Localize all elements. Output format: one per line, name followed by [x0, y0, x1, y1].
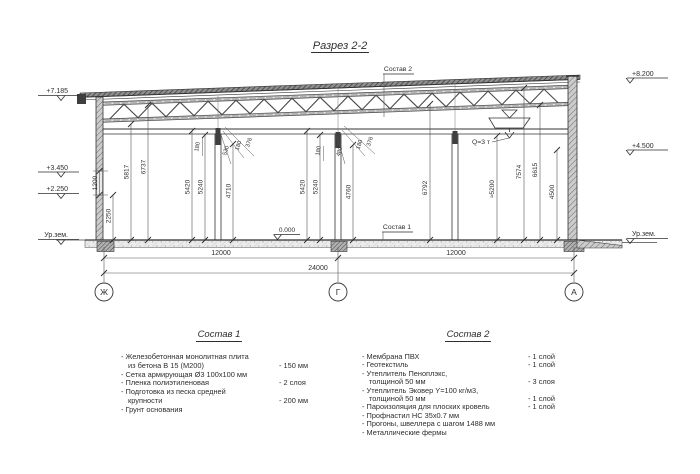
item-text: толщиной 50 мм [369, 393, 426, 403]
dim-span-right: 12000 [446, 250, 466, 257]
item-text: - Железобетонная монолитная плита [121, 352, 249, 361]
callout-180b-left: 180 [234, 140, 244, 152]
callout-sostav2-label: Состав 2 [383, 66, 413, 73]
spec1-title [121, 329, 317, 340]
axis-label-a: А [571, 287, 577, 297]
callout-sostav1 [382, 224, 413, 240]
elevation-7185: +7.185 [46, 88, 68, 95]
callout-180b-mid: 180 [355, 139, 365, 151]
hoist-capacity-label: Q=3 т [471, 139, 491, 146]
span-dimensions [101, 247, 577, 282]
dim-6737: 6737 [140, 159, 148, 175]
spec2-title [362, 329, 574, 340]
columns [215, 83, 458, 240]
dim-5240-mid: 5240 [312, 179, 320, 195]
callout-530: 530 [222, 145, 231, 157]
callout-180-left: 180 [194, 141, 202, 153]
dim-6615: 6615 [532, 162, 539, 178]
level-zero-label: 0.000 [278, 227, 296, 234]
ground-level-label-left: Ур.зем. [44, 232, 68, 239]
item-text: - Пленка полиэтиленовая [121, 378, 209, 388]
callout-sostav1-label: Состав 1 [382, 224, 412, 231]
item-value: - 2 слоя [279, 378, 306, 388]
item-text: - Пароизоляция для плоских кровель [362, 402, 490, 412]
callout-376-mid: 376 [366, 136, 375, 148]
dim-5240-left: 5240 [197, 179, 205, 195]
item-value: - 150 мм [279, 360, 309, 370]
elevation-marks-right [626, 71, 668, 244]
item-text: толщиной 50 мм [369, 377, 426, 387]
drawing-title [311, 40, 369, 53]
spec1-title-text: Состав 1 [197, 329, 241, 340]
footing-axis-g [331, 242, 347, 252]
callout-leaders [203, 126, 376, 164]
item-text: - Подготовка из песка средней [121, 387, 226, 397]
dim-span-left: 12000 [211, 250, 231, 257]
footing-axis-zh [97, 242, 114, 252]
item-text: - Утеплитель Пеноплэкс, [362, 368, 448, 378]
list-item [121, 406, 317, 415]
dim-total: 24000 [308, 265, 328, 272]
elevation-flag-7185 [57, 96, 65, 101]
elevation-flag-2250 [57, 194, 65, 199]
dim-4710: 4710 [225, 183, 233, 199]
dim-7574: 7574 [516, 164, 523, 180]
item-text: крупности [128, 395, 163, 405]
axis-markers [95, 283, 583, 301]
dim-4760: 4760 [345, 184, 353, 200]
spec2-title-text: Состав 2 [446, 329, 490, 340]
item-text: - Сетка армирующая Ø3 100х100 мм [121, 369, 248, 379]
column-2-cap [453, 131, 458, 144]
axis-label-zh: Ж [100, 287, 108, 297]
hoist [472, 110, 530, 146]
dim-5200: ≈5200 [489, 179, 496, 199]
item-text: - Металлические фермы [362, 427, 447, 437]
dim-5420-left: 5420 [184, 179, 192, 195]
item-text: - Мембрана ПВХ [362, 352, 420, 361]
elevation-8200: +8.200 [632, 71, 654, 78]
item-text: из бетона В 15 (М200) [128, 360, 204, 370]
list-item [362, 429, 574, 437]
extension-lines [104, 247, 574, 282]
level-zero-mark [274, 227, 301, 240]
ground-level-label-right: Ур.зем. [632, 231, 656, 238]
truss-bottom-chord [103, 102, 568, 122]
dim-5817: 5817 [123, 164, 131, 180]
dim-4500: 4500 [549, 184, 556, 200]
axis-label-g: Г [335, 287, 341, 297]
item-text: - Прогоны, швеллера с шагом 1488 мм [362, 419, 496, 429]
column-2 [452, 134, 458, 240]
dim-5420-mid: 5420 [299, 179, 307, 195]
level-zero-flag [274, 235, 282, 240]
item-text: - Грунт основания [121, 404, 183, 414]
item-value: - 1 слой [528, 402, 556, 412]
item-text: - Профнастил НС 35х0.7 мм [362, 410, 460, 420]
elevation-marks-left [38, 88, 79, 245]
column-1 [215, 134, 221, 240]
callout-180-mid: 180 [315, 145, 323, 157]
item-value: - 1 слой [528, 352, 556, 361]
item-value: - 200 мм [279, 395, 309, 405]
dim-6792: 6792 [422, 180, 429, 196]
callout-480: 480 [335, 146, 345, 158]
elevation-flag-8200 [626, 78, 634, 83]
elevation-3450: +3.450 [46, 165, 68, 172]
elevation-4500: +4.500 [632, 143, 654, 150]
spec-list-2 [362, 329, 574, 437]
item-value: - 1 слой [528, 360, 556, 370]
hoist-hanger-triangle [502, 110, 517, 118]
item-text: - Геотекстиль [362, 360, 409, 370]
right-wall [566, 76, 579, 240]
item-value: - 3 слоя [528, 377, 555, 387]
callout-376-left: 376 [245, 137, 254, 149]
column-1-cap [216, 128, 221, 145]
item-text: - Утеплитель Эковер Y=100 кг/м3, [362, 385, 479, 395]
section-title: Разрез 2-2 [312, 40, 368, 52]
spec-list-1 [121, 329, 317, 415]
dim-2250: 2250 [105, 208, 113, 224]
item-value: - 1 слой [528, 393, 556, 403]
elevation-flag-4500 [626, 150, 634, 155]
elevation-flag-3450 [57, 172, 65, 177]
dim-1200: 1200 [92, 175, 99, 191]
elevation-2250: +2.250 [46, 186, 68, 193]
